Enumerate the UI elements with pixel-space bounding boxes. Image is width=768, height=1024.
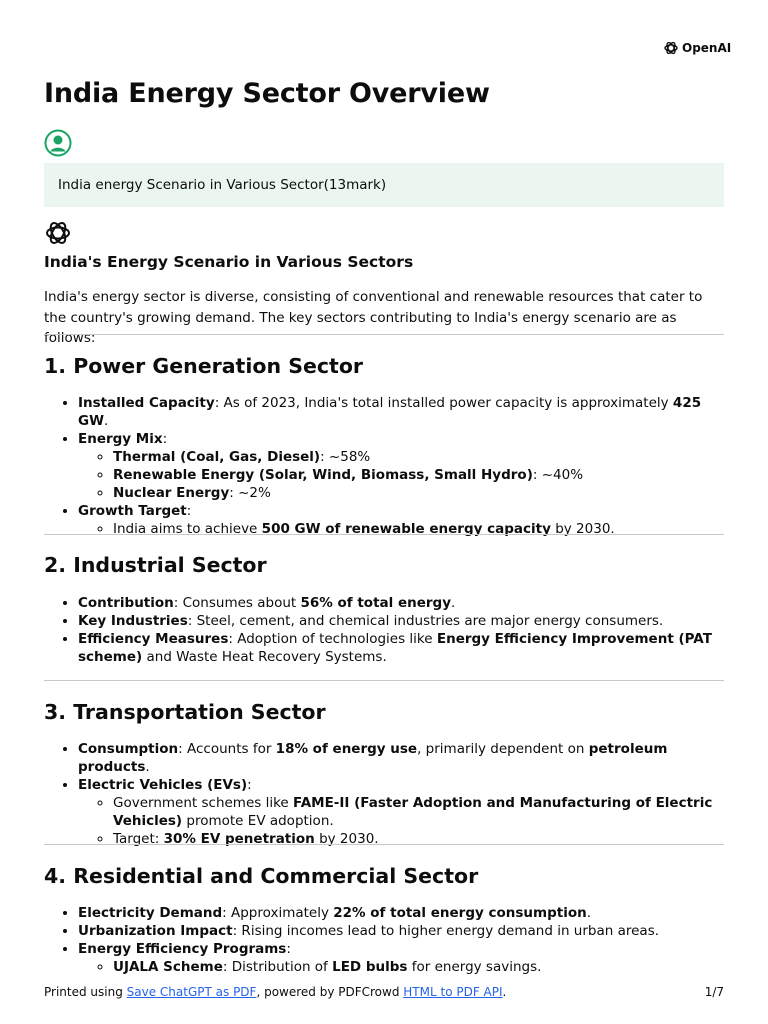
user-prompt bbox=[44, 163, 724, 207]
list-item: • Contribution: Consumes about 56% of total energy. bbox=[78, 594, 724, 612]
programs-sublist bbox=[78, 958, 724, 976]
list-item: ◦ UJALA Scheme: Distribution of LED bulbs for energy savings. bbox=[113, 958, 724, 976]
power-list bbox=[44, 394, 724, 538]
list-item: ◦ Thermal (Coal, Gas, Diesel): ~58% bbox=[113, 448, 724, 466]
section-divider bbox=[44, 680, 724, 681]
list-item: • Energy Efficiency Programs: ◦ UJALA Scheme: Distribution of LED bulbs for energy savings. bbox=[78, 940, 724, 976]
list-item: • Consumption: Accounts for 18% of energy use, primarily dependent on petroleum products. bbox=[78, 740, 724, 776]
section-divider bbox=[44, 534, 724, 535]
footer-credit: Printed using Save ChatGPT as PDF, powered by PDFCrowd HTML to PDF API. bbox=[44, 985, 507, 999]
list-item: ◦ Renewable Energy (Solar, Wind, Biomass, Small Hydro): ~40% bbox=[113, 466, 724, 484]
openai-logo-icon bbox=[663, 40, 679, 56]
section-heading-transportation: 3. Transportation Sector bbox=[44, 700, 326, 724]
user-prompt-text: India energy Scenario in Various Sector(13mark) bbox=[58, 177, 387, 193]
list-item: ◦ India aims to achieve 500 GW of renewable energy capacity by 2030. bbox=[113, 520, 724, 538]
section-divider bbox=[44, 844, 724, 845]
brand-name: OpenAI bbox=[682, 41, 732, 55]
list-item: ◦ Nuclear Energy: ~2% bbox=[113, 484, 724, 502]
energy-mix-sublist bbox=[78, 448, 724, 502]
residential-list bbox=[44, 904, 724, 976]
user-avatar-icon bbox=[44, 129, 72, 157]
list-item: • Efficiency Measures: Adoption of technologies like Energy Efficiency Improvement (PAT scheme) and Waste Heat Recovery Systems. bbox=[78, 630, 724, 666]
list-item: • Installed Capacity: As of 2023, India's total installed power capacity is approximately 425 GW. bbox=[78, 394, 724, 430]
section-heading-residential: 4. Residential and Commercial Sector bbox=[44, 864, 479, 888]
chatgpt-logo-icon bbox=[44, 219, 72, 247]
list-item: ◦ Target: 30% EV penetration by 2030. bbox=[113, 830, 724, 848]
list-item: • Energy Mix: ◦ Thermal (Coal, Gas, Diesel): ~58% ◦ Renewable Energy (Solar, Wind, Biomass, Small Hydro): ~40% ◦ Nuclear Energy: ~2% bbox=[78, 430, 724, 502]
html-to-pdf-api-link[interactable]: HTML to PDF API bbox=[403, 985, 503, 999]
ev-sublist bbox=[78, 794, 724, 848]
section-heading-industrial: 2. Industrial Sector bbox=[44, 553, 267, 577]
answer-title: India's Energy Scenario in Various Sectors bbox=[44, 253, 414, 271]
page-title: India Energy Sector Overview bbox=[44, 78, 490, 109]
print-footer bbox=[44, 985, 724, 999]
save-chatgpt-pdf-link[interactable]: Save ChatGPT as PDF bbox=[126, 985, 257, 999]
openai-brand bbox=[663, 40, 731, 56]
list-item: • Electric Vehicles (EVs): ◦ Government schemes like FAME-II (Faster Adoption and Manufacturing of Electric Vehicles) promote EV adoption. ◦ Target: 30% EV penetration by 2030. bbox=[78, 776, 724, 848]
growth-sublist bbox=[78, 520, 724, 538]
list-item: ◦ Government schemes like FAME-II (Faster Adoption and Manufacturing of Electric Vehicles) promote EV adoption. bbox=[113, 794, 724, 830]
list-item: • Key Industries: Steel, cement, and chemical industries are major energy consumers. bbox=[78, 612, 724, 630]
industrial-list bbox=[44, 594, 724, 666]
section-divider bbox=[44, 334, 724, 335]
list-item: • Electricity Demand: Approximately 22% of total energy consumption. bbox=[78, 904, 724, 922]
list-item: • Urbanization Impact: Rising incomes lead to higher energy demand in urban areas. bbox=[78, 922, 724, 940]
list-item: • Growth Target: ◦ India aims to achieve 500 GW of renewable energy capacity by 2030. bbox=[78, 502, 724, 538]
section-heading-power: 1. Power Generation Sector bbox=[44, 354, 364, 378]
transportation-list bbox=[44, 740, 724, 848]
answer-intro: India's energy sector is diverse, consisting of conventional and renewable resources that cater to the country's growing demand. The key sectors contributing to India's energy scenario are as follows: bbox=[44, 289, 703, 346]
page-number: 1/7 bbox=[704, 985, 724, 999]
